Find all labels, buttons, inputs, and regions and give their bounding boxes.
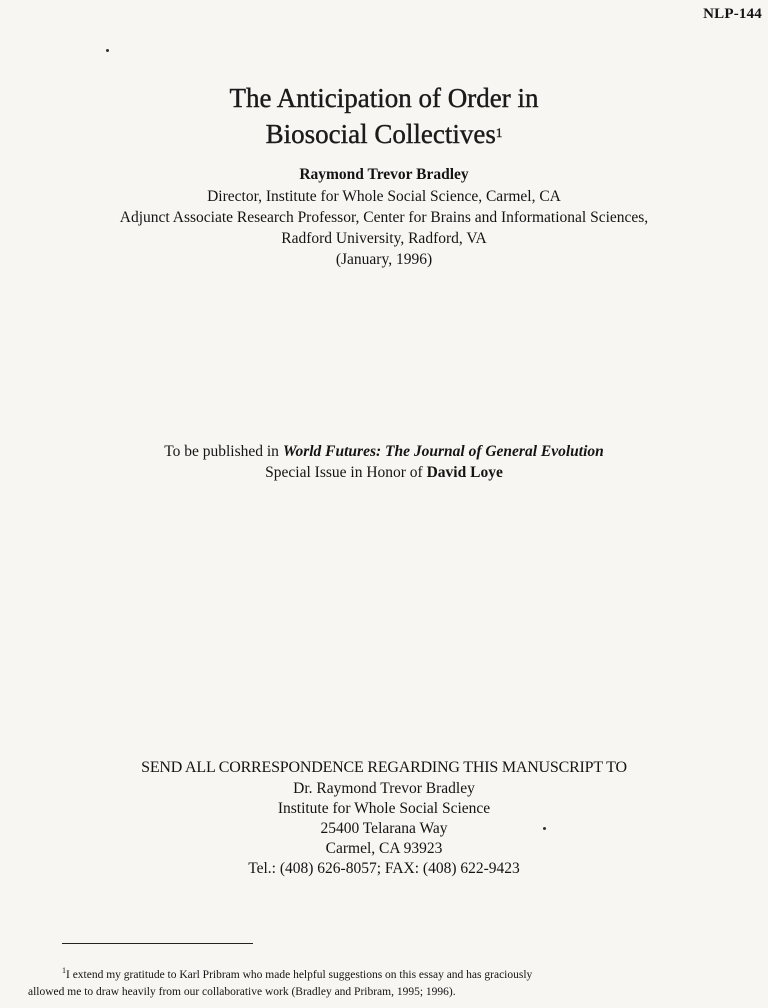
publication-prefix: To be published in xyxy=(164,443,283,460)
footnote xyxy=(28,962,740,1001)
footnote-line-2: allowed me to draw heavily from our collaborative work (Bradley and Pribram, 1995; 1996). xyxy=(28,985,456,998)
title-footnote-marker: 1 xyxy=(495,125,503,140)
document-id-label: NLP-144 xyxy=(703,6,762,22)
title-line-2 xyxy=(0,116,768,157)
scan-speck xyxy=(106,49,109,52)
correspondence-city: Carmel, CA 93923 xyxy=(325,840,443,857)
footnote-line-1 xyxy=(28,962,740,984)
journal-name: World Futures: The Journal of General Evolution xyxy=(282,443,604,460)
author-affiliation-1: Director, Institute for Whole Social Science, Carmel, CA xyxy=(207,188,561,205)
honoree-name: David Loye xyxy=(426,464,503,481)
author-affiliation-2: Adjunct Associate Research Professor, Center for Brains and Informational Sciences, xyxy=(119,209,649,226)
correspondence-institute: Institute for Whole Social Science xyxy=(277,800,491,817)
author-affiliation-3: Radford University, Radford, VA xyxy=(281,230,487,247)
publication-line-2 xyxy=(0,462,768,483)
correspondence-name: Dr. Raymond Trevor Bradley xyxy=(293,780,475,797)
correspondence-heading: SEND ALL CORRESPONDENCE REGARDING THIS MANUSCRIPT TO xyxy=(141,759,627,776)
footnote-marker: 1 xyxy=(62,966,66,975)
special-issue-prefix: Special Issue in Honor of xyxy=(265,464,427,481)
correspondence-block xyxy=(0,758,768,879)
author-name: Raymond Trevor Bradley xyxy=(299,166,469,183)
correspondence-street: 25400 Telarana Way xyxy=(320,820,448,837)
author-block xyxy=(0,164,768,270)
publication-line-1 xyxy=(0,441,768,462)
title-line-2-text: Biosocial Collectives xyxy=(265,119,496,149)
title-line-1: The Anticipation of Order in xyxy=(229,83,539,113)
footnote-text-1: I extend my gratitude to Karl Pribram who made helpful suggestions on this essay and has graciously xyxy=(66,968,533,981)
document-title xyxy=(0,80,768,157)
publication-note xyxy=(0,441,768,483)
correspondence-phone-fax: Tel.: (408) 626-8057; FAX: (408) 622-9423 xyxy=(248,860,520,877)
document-date: (January, 1996) xyxy=(335,251,433,268)
footnote-divider xyxy=(62,943,253,944)
